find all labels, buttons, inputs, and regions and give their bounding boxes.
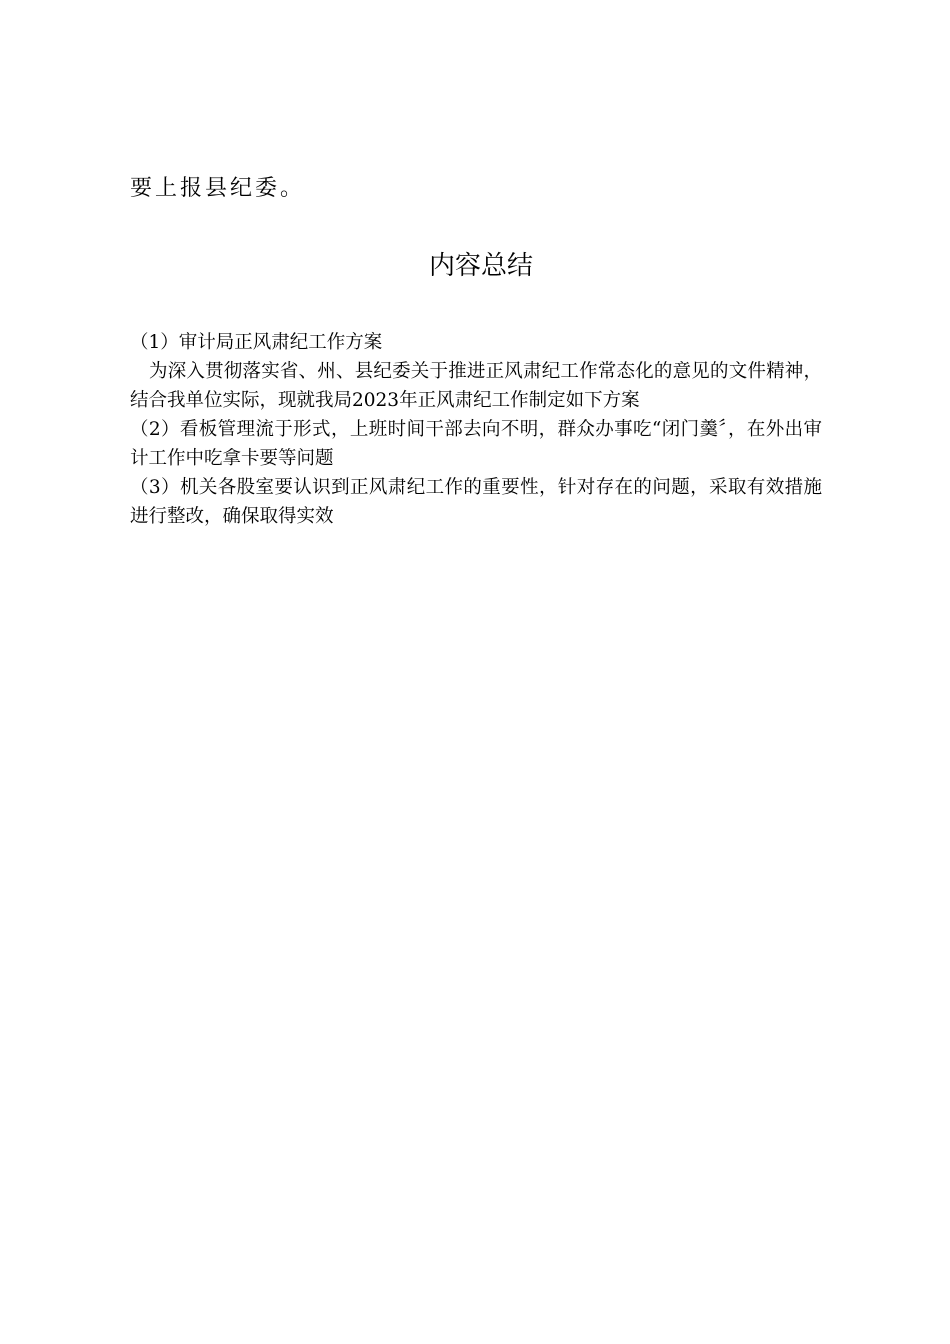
summary-item-1-heading: （1）审计局正风肃纪工作方案: [130, 332, 383, 353]
continued-text-line: 要上报县纪委。: [130, 176, 306, 201]
summary-item-2: （2）看板管理流于形式，上班时间干部去向不明，群众办事吃“闭门羹〞，在外出审计工作中吃拿卡要等问题: [130, 419, 822, 469]
summary-body: [130, 328, 822, 531]
summary-item-1-text: 为深入贯彻落实省、州、县纪委关于推进正风肃纪工作常态化的意见的文件精神，结合我单位实际，现就我局2023年正风肃纪工作制定如下方案: [130, 361, 822, 411]
summary-item-3: （3）机关各股室要认识到正风肃纪工作的重要性，针对存在的问题，采取有效措施进行整改，确保取得实效: [130, 477, 822, 527]
summary-heading: 内容总结: [428, 251, 533, 281]
